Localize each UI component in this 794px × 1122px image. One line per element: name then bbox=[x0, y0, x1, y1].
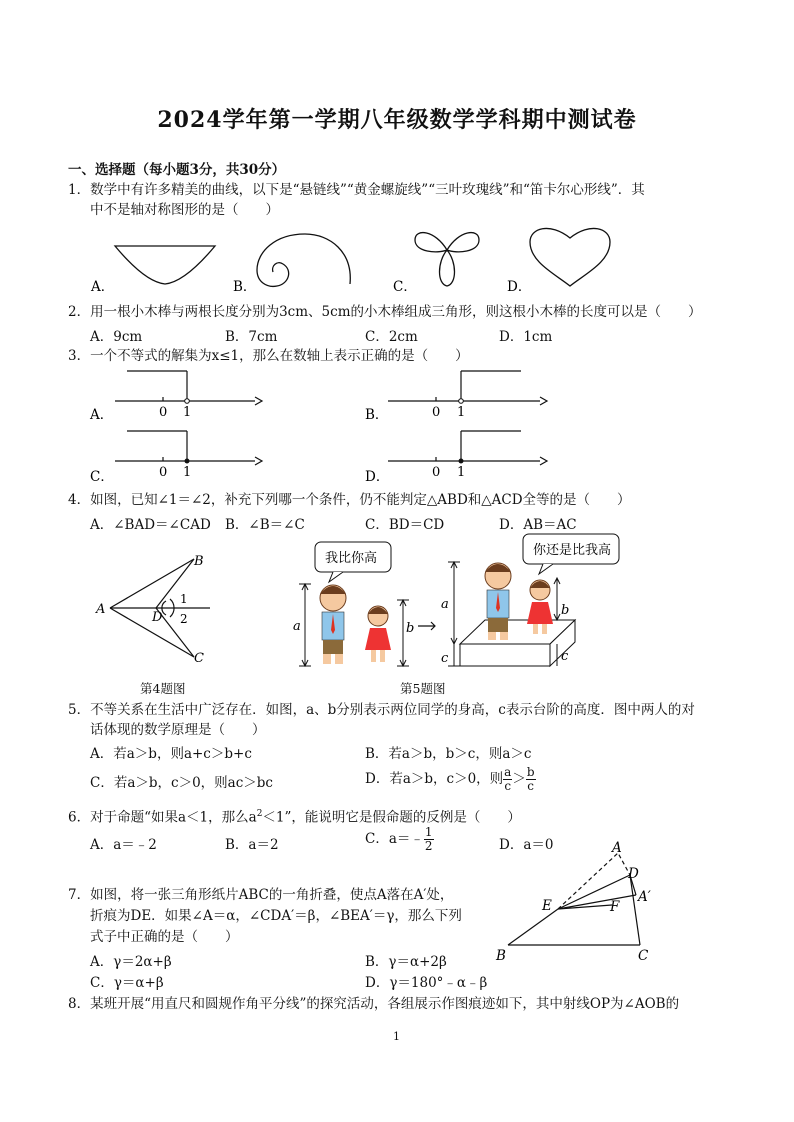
q7-option-c: C．γ＝α+β bbox=[90, 975, 164, 991]
q5-caption: 第5题图 bbox=[400, 681, 446, 696]
q2-option-c: C．2cm bbox=[365, 329, 418, 345]
q6-text bbox=[68, 804, 521, 828]
fraction-numerator: a bbox=[504, 765, 512, 779]
girl-figure-left bbox=[365, 606, 391, 662]
q7-option-d: D．γ＝180°﹣α﹣β bbox=[365, 975, 488, 991]
q4-fig-label-b: B bbox=[194, 554, 204, 569]
q2-text: 2．用一根小木棒与两根长度分别为3cm、5cm的小木棒组成三角形，则这根小木棒的长度可以是（ ） bbox=[68, 304, 702, 320]
fraction-b-over-c bbox=[526, 766, 536, 793]
q3-label-a: A． bbox=[90, 407, 114, 423]
q3-label-d: D． bbox=[365, 469, 390, 485]
q1-text-line2: 中不是轴对称图形的是（ ） bbox=[90, 202, 279, 218]
q5-fig-label-a-left: a bbox=[293, 619, 301, 634]
solid-point-d bbox=[459, 459, 464, 464]
q5-fig-label-c-right: c bbox=[561, 649, 569, 664]
page-number: 1 bbox=[393, 1030, 400, 1043]
solid-point-c bbox=[185, 459, 190, 464]
q6-text-pre: 6．对于命题“如果a＜1，那么a bbox=[68, 809, 257, 826]
q7-text-line2: 折痕为DE．如果∠A＝α，∠CDA′＝β，∠BEA′＝γ，那么下列 bbox=[90, 908, 462, 924]
q5-fig-label-c-left: c bbox=[441, 651, 449, 666]
q7-fig-label-f: F bbox=[610, 899, 620, 915]
tick-0-a: 0 bbox=[159, 405, 168, 420]
q4-fig-angle-2: 2 bbox=[180, 612, 188, 626]
fraction-denominator: 2 bbox=[424, 839, 433, 853]
fraction-one-half bbox=[424, 826, 434, 853]
q4-option-b: B．∠B＝∠C bbox=[225, 517, 305, 533]
q2-option-b: B．7cm bbox=[225, 329, 278, 345]
q6-option-b: B．a＝2 bbox=[225, 837, 279, 853]
q4-fig-label-a: A bbox=[96, 602, 106, 617]
q4-option-a: A．∠BAD＝∠CAD bbox=[90, 517, 211, 533]
q5-text-line2: 话体现的数学原理是（ ） bbox=[90, 722, 266, 738]
q6-option-a: A．a＝﹣2 bbox=[90, 837, 157, 853]
tick-1-b: 1 bbox=[457, 405, 466, 420]
q6-option-c bbox=[365, 826, 434, 853]
q3-number-lines-figure bbox=[85, 365, 555, 487]
q1-label-a: A． bbox=[91, 279, 115, 295]
q7-text-line1: 7．如图，将一张三角形纸片ABC的一角折叠，使点A落在A′处， bbox=[68, 887, 454, 903]
greater-than-sign: ＞ bbox=[512, 771, 526, 787]
q5-height-figure bbox=[285, 530, 612, 675]
q5-option-a: A．若a＞b，则a+c＞b+c bbox=[90, 746, 252, 762]
q1-curves-figure bbox=[85, 222, 625, 297]
q7-fig-label-e: E bbox=[542, 898, 552, 914]
q7-text-line3: 式子中正确的是（ ） bbox=[90, 929, 239, 945]
q6-text-post: ＜1”，能说明它是假命题的反例是（ ） bbox=[262, 809, 521, 826]
q4-fig-label-d: D bbox=[152, 610, 163, 625]
tick-1-d: 1 bbox=[457, 465, 466, 480]
q3-label-c: C． bbox=[90, 469, 114, 485]
q4-triangle-figure bbox=[90, 545, 230, 670]
q4-option-d: D．AB＝AC bbox=[499, 517, 577, 533]
q5-option-d-prefix: D．若a＞b，c＞0，则 bbox=[365, 771, 504, 787]
fraction-numerator: 1 bbox=[424, 825, 433, 839]
q3-text: 3．一个不等式的解集为x≤1，那么在数轴上表示正确的是（ ） bbox=[68, 348, 469, 364]
q5-fig-label-b-left: b bbox=[406, 621, 415, 636]
q7-option-a: A．γ＝2α+β bbox=[90, 954, 172, 970]
tick-0-d: 0 bbox=[432, 465, 441, 480]
q1-label-c: C． bbox=[393, 279, 417, 295]
q2-option-a: A．9cm bbox=[90, 329, 143, 345]
arrow-icon bbox=[418, 622, 435, 630]
open-point-a bbox=[185, 399, 190, 404]
q7-fold-figure bbox=[490, 835, 675, 965]
bubble-2-text: 你还是比我高 bbox=[533, 543, 612, 558]
q3-label-b: B． bbox=[365, 407, 389, 423]
q4-text: 4．如图，已知∠1＝∠2，补充下列哪一个条件，仍不能判定△ABD和△ACD全等的是（ ） bbox=[68, 492, 631, 508]
q1-text-line1: 1．数学中有许多精美的曲线，以下是“悬链线”“黄金螺旋线”“三叶玫瑰线”和“笛卡尔心形线”．其 bbox=[68, 182, 645, 198]
tick-1-c: 1 bbox=[183, 465, 192, 480]
q5-option-b: B．若a＞b，b＞c，则a＞c bbox=[365, 746, 532, 762]
q7-option-b: B．γ＝α+2β bbox=[365, 954, 447, 970]
q6-option-d: D．a＝0 bbox=[499, 837, 554, 853]
fraction-numerator: b bbox=[526, 765, 535, 779]
q1-label-b: B． bbox=[233, 279, 257, 295]
q7-fig-label-a-prime: A′ bbox=[638, 889, 651, 905]
q4-option-c: C．BD＝CD bbox=[365, 517, 445, 533]
fraction-denominator: c bbox=[527, 779, 535, 793]
q7-fig-label-a: A bbox=[612, 840, 622, 856]
fraction-a-over-c bbox=[503, 766, 512, 793]
q5-fig-label-a-right: a bbox=[441, 597, 449, 612]
q5-option-c: C．若a＞b，c＞0，则ac＞bc bbox=[90, 775, 273, 791]
catenary-curve bbox=[115, 246, 215, 284]
golden-spiral-curve bbox=[257, 234, 350, 286]
q6-option-c-prefix: C．a＝﹣ bbox=[365, 831, 424, 847]
page-title: 2024学年第一学期八年级数学学科期中测试卷 bbox=[157, 107, 637, 133]
q7-fig-label-d: D bbox=[628, 866, 639, 882]
cardioid-heart-curve bbox=[530, 228, 610, 286]
tick-1-a: 1 bbox=[183, 405, 192, 420]
fraction-denominator: c bbox=[504, 779, 512, 793]
tick-0-b: 0 bbox=[432, 405, 441, 420]
section-heading: 一、选择题（每小题3分，共30分） bbox=[68, 162, 286, 178]
boy-figure-left bbox=[320, 585, 346, 664]
q4-caption: 第4题图 bbox=[140, 681, 186, 696]
q7-fig-label-c: C bbox=[638, 948, 649, 964]
q4-fig-angle-1: 1 bbox=[180, 592, 188, 606]
q5-text-line1: 5．不等关系在生活中广泛存在．如图，a、b分别表示两位同学的身高，c表示台阶的高度．图中两人的对 bbox=[68, 702, 695, 718]
three-leaf-rose-curve bbox=[415, 233, 479, 286]
q6-superscript: 2 bbox=[256, 809, 263, 819]
q7-fig-label-b: B bbox=[496, 948, 506, 964]
q8-text: 8．某班开展“用直尺和圆规作角平分线”的探究活动，各组展示作图痕迹如下，其中射线OP为∠AOB的 bbox=[68, 996, 680, 1012]
q2-option-d: D．1cm bbox=[499, 329, 553, 345]
tick-0-c: 0 bbox=[159, 465, 168, 480]
open-point-b bbox=[459, 399, 464, 404]
q1-label-d: D． bbox=[507, 279, 532, 295]
q5-option-d bbox=[365, 766, 536, 793]
q4-fig-label-c: C bbox=[194, 651, 204, 666]
q5-fig-label-b-right: b bbox=[561, 603, 570, 618]
bubble-1-text: 我比你高 bbox=[325, 551, 378, 566]
boy-figure-right bbox=[485, 563, 511, 640]
